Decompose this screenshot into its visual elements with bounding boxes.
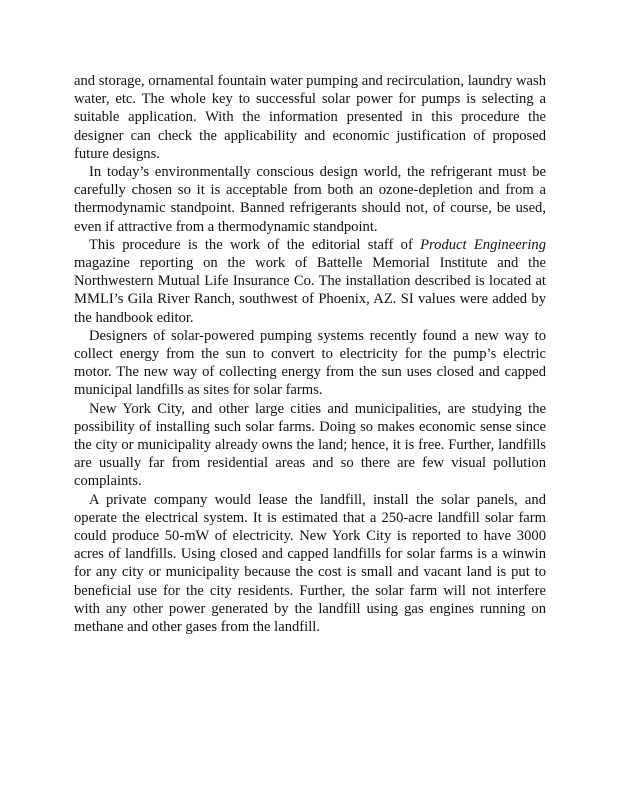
document-page	[74, 72, 546, 636]
credit-text-after: magazine reporting on the work of Battelle Memorial Institute and the Northwestern Mutual Life Insurance Co. The installation described is located at MMLI’s Gila River Ranch, southwest of Phoenix, AZ. SI values were added by the handbook editor.	[74, 255, 546, 326]
paragraph-new-york: New York City, and other large cities and municipalities, are studying the possibility of installing such solar farms. Doing so makes economic sense since the city or municipality already owns the land; hence, it is free. Further, landfills are usually far from residential areas and so there are few visual pollution complaints.	[74, 400, 546, 490]
paragraph-refrigerant: In today’s environmentally conscious design world, the refrigerant must be carefully chosen so it is acceptable from both an ozone-depletion and from a thermodynamic standpoint. Banned refrigerants should not, of course, be used, even if attractive from a thermodynamic standpoint.	[74, 164, 546, 235]
paragraph-procedure-credit	[74, 236, 546, 327]
paragraph-private-company: A private company would lease the landfill, install the solar panels, and operate the electrical system. It is estimated that a 250-acre landfill solar farm could produce 50-mW of electricity. New York City is reported to have 3000 acres of landfills. Using closed and capped landfills for solar farms is a winwin for any city or municipality because the cost is small and vacant land is put to beneficial use for the city residents. Further, the solar farm will not interfere with any other power generated by the landfill using gas engines running on methane and other gases from the landfill.	[74, 491, 546, 636]
credit-text-before: This procedure is the work of the editorial staff of	[89, 236, 421, 253]
paragraph-landfill-solar: Designers of solar-powered pumping systems recently found a new way to collect energy from the sun to convert to electricity for the pump’s electric motor. The new way of collecting energy from the sun uses closed and capped municipal landfills as sites for solar farms.	[74, 327, 546, 399]
magazine-title: Product Engineering	[420, 236, 547, 253]
paragraph-continued: and storage, ornamental fountain water pumping and recirculation, laundry wash water, etc. The whole key to successful solar power for pumps is selecting a suitable application. With the information presented in this procedure the designer can check the applicability and economic justification of proposed future designs.	[74, 73, 546, 162]
